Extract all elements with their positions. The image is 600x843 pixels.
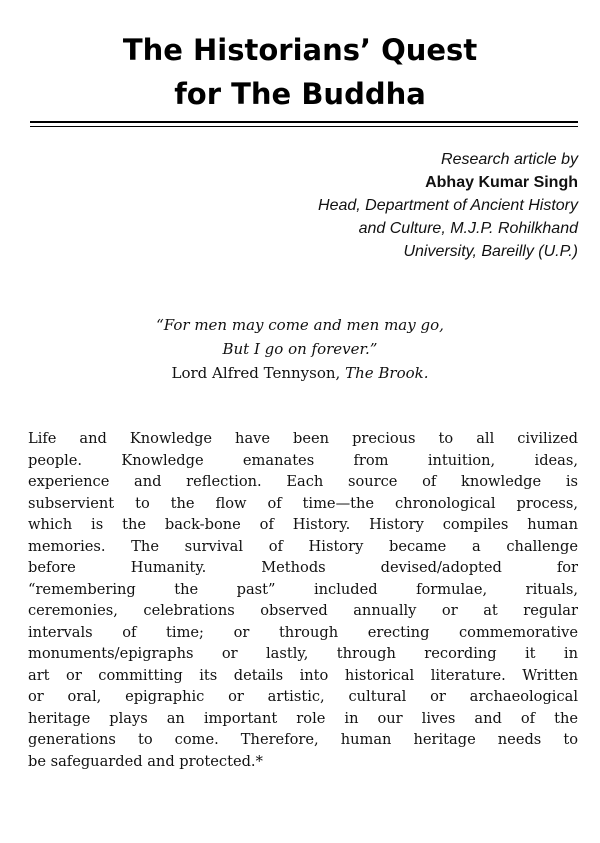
body-line: ceremonies, celebrations observed annually or at regular (28, 602, 578, 619)
body-line: memories. The survival of History became a challenge (28, 537, 578, 555)
author-affiliation-1: Head, Department of Ancient History (318, 197, 578, 214)
body-line: which is the back-bone of History. History compiles human (28, 516, 578, 533)
body-line: heritage plays an important role in our lives and of the (28, 709, 578, 727)
byline (158, 148, 578, 263)
title-line-1: The Historians’ Quest (122, 33, 478, 67)
body-line: experience and reflection. Each source of knowledge is (28, 473, 578, 490)
title-rule-thick (30, 121, 578, 123)
epigraph-line-1: “For men may come and men may go, (156, 316, 444, 334)
body-line: “remembering the past” included formulae, rituals, (28, 580, 578, 598)
body-line: intervals of time; or through erecting commemorative (28, 623, 578, 641)
body-line: subservient to the flow of time—the chronological process, (28, 494, 578, 512)
body-line: people. Knowledge emanates from intuition, ideas, (28, 451, 578, 469)
body-line: be safeguarded and protected.* (28, 752, 263, 770)
body-paragraph (28, 428, 578, 772)
epigraph (0, 313, 600, 385)
epigraph-author: Lord Alfred Tennyson, (171, 364, 341, 382)
body-line: art or committing its details into historical literature. Written (28, 666, 578, 684)
epigraph-work: The Brook. (345, 364, 429, 382)
title-rule-thin (30, 126, 578, 127)
body-line: Life and Knowledge have been precious to all civilized (28, 430, 578, 447)
author-affiliation-2: and Culture, M.J.P. Rohilkhand (358, 220, 578, 237)
author-affiliation-3: University, Bareilly (U.P.) (403, 243, 578, 260)
article-title (0, 28, 600, 116)
epigraph-attribution (0, 361, 600, 385)
byline-intro: Research article by (441, 151, 578, 168)
epigraph-line-2: But I go on forever.” (222, 340, 378, 358)
author-name: Abhay Kumar Singh (425, 174, 578, 191)
body-line: or oral, epigraphic or artistic, cultural or archaeological (28, 688, 578, 705)
body-line: monuments/epigraphs or lastly, through recording it in (28, 645, 578, 662)
title-line-2: for The Buddha (174, 77, 426, 111)
body-line: generations to come. Therefore, human heritage needs to (28, 731, 578, 748)
body-line: before Humanity. Methods devised/adopted for (28, 559, 578, 576)
